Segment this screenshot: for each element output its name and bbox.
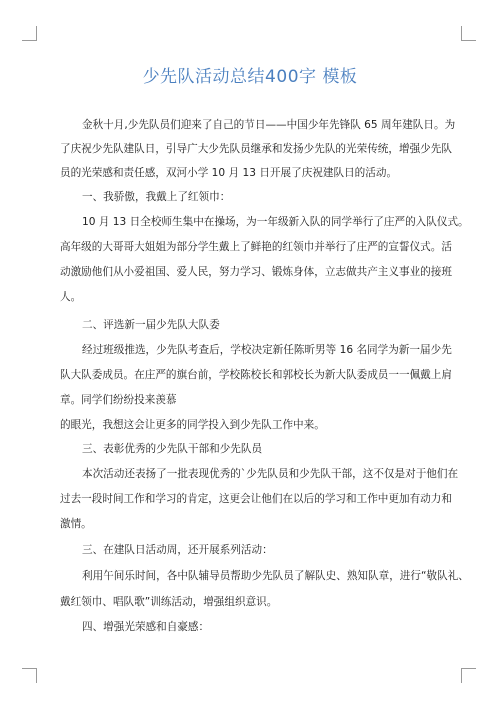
document-title: 少先队活动总结400字 模板: [142, 67, 358, 87]
section-heading: 一、我骄傲，我戴上了红领巾：: [82, 191, 231, 203]
paragraph-line: 章。同学们纷纷投来羡慕: [60, 394, 177, 406]
section-heading: 二、评选新一届少先队大队委: [82, 319, 220, 331]
crop-mark-bottom-left: [22, 668, 37, 683]
paragraph-line: 的眼光，我想这会让更多的同学投入到少先队工作中来。: [60, 419, 325, 431]
paragraph-line: 激情。: [60, 518, 92, 530]
paragraph-line: 队大队委成员。在庄严的旗台前，学校陈校长和郭校长为新大队委成员一一佩戴上肩: [60, 369, 452, 381]
paragraph-line: 戴红领巾、唱队歌”训练活动，增强组织意识。: [60, 596, 278, 608]
paragraph-line: 利用午间乐时间，各中队辅导员帮助少先队员了解队史、熟知队章，进行“敬队礼、: [82, 570, 469, 582]
section-heading: 四、增强光荣感和自豪感：: [82, 621, 210, 633]
crop-mark-top-left: [22, 26, 37, 41]
section-heading: 三、表彰优秀的少先队干部和少先队员: [82, 443, 263, 455]
section-heading: 三、在建队日活动周，还开展系列活动：: [82, 544, 273, 556]
crop-mark-bottom-right: [461, 668, 476, 683]
paragraph-line: 员的光荣感和责任感，双河小学 10 月 13 日开展了庆祝建队日的活动。: [60, 167, 398, 179]
paragraph-line: 本次活动还表扬了一批表现优秀的`少先队员和少先队干部，这不仅是对于他们在: [82, 468, 459, 480]
paragraph-line: 经过班级推选，少先队考查后，学校决定新任陈昕男等 16 名同学为新一届少先: [82, 344, 452, 356]
paragraph-line: 人。: [60, 291, 82, 303]
paragraph-line: 了庆祝少先队建队日，引导广大少先队员继承和发扬少先队的光荣传统，增强少先队: [60, 143, 452, 155]
crop-mark-top-right: [461, 26, 476, 41]
paragraph-line: 过去一段时间工作和学习的肯定，这更会让他们在以后的学习和工作中更加有动力和: [60, 493, 452, 505]
paragraph-line: 金秋十月,少先队员们迎来了自己的节日——中国少年先锋队 65 周年建队日。为: [82, 119, 456, 131]
paragraph-line: 高年级的大哥哥大姐姐为部分学生戴上了鲜艳的红领巾并举行了庄严的宣誓仪式。活: [60, 241, 452, 253]
paragraph-line: 10 月 13 日全校师生集中在操场，为一年级新入队的同学举行了庄严的入队仪式。: [82, 216, 469, 228]
paragraph-line: 动激励他们从小爱祖国、爱人民，努力学习、锻炼身体，立志做共产主义事业的接班: [60, 266, 452, 278]
